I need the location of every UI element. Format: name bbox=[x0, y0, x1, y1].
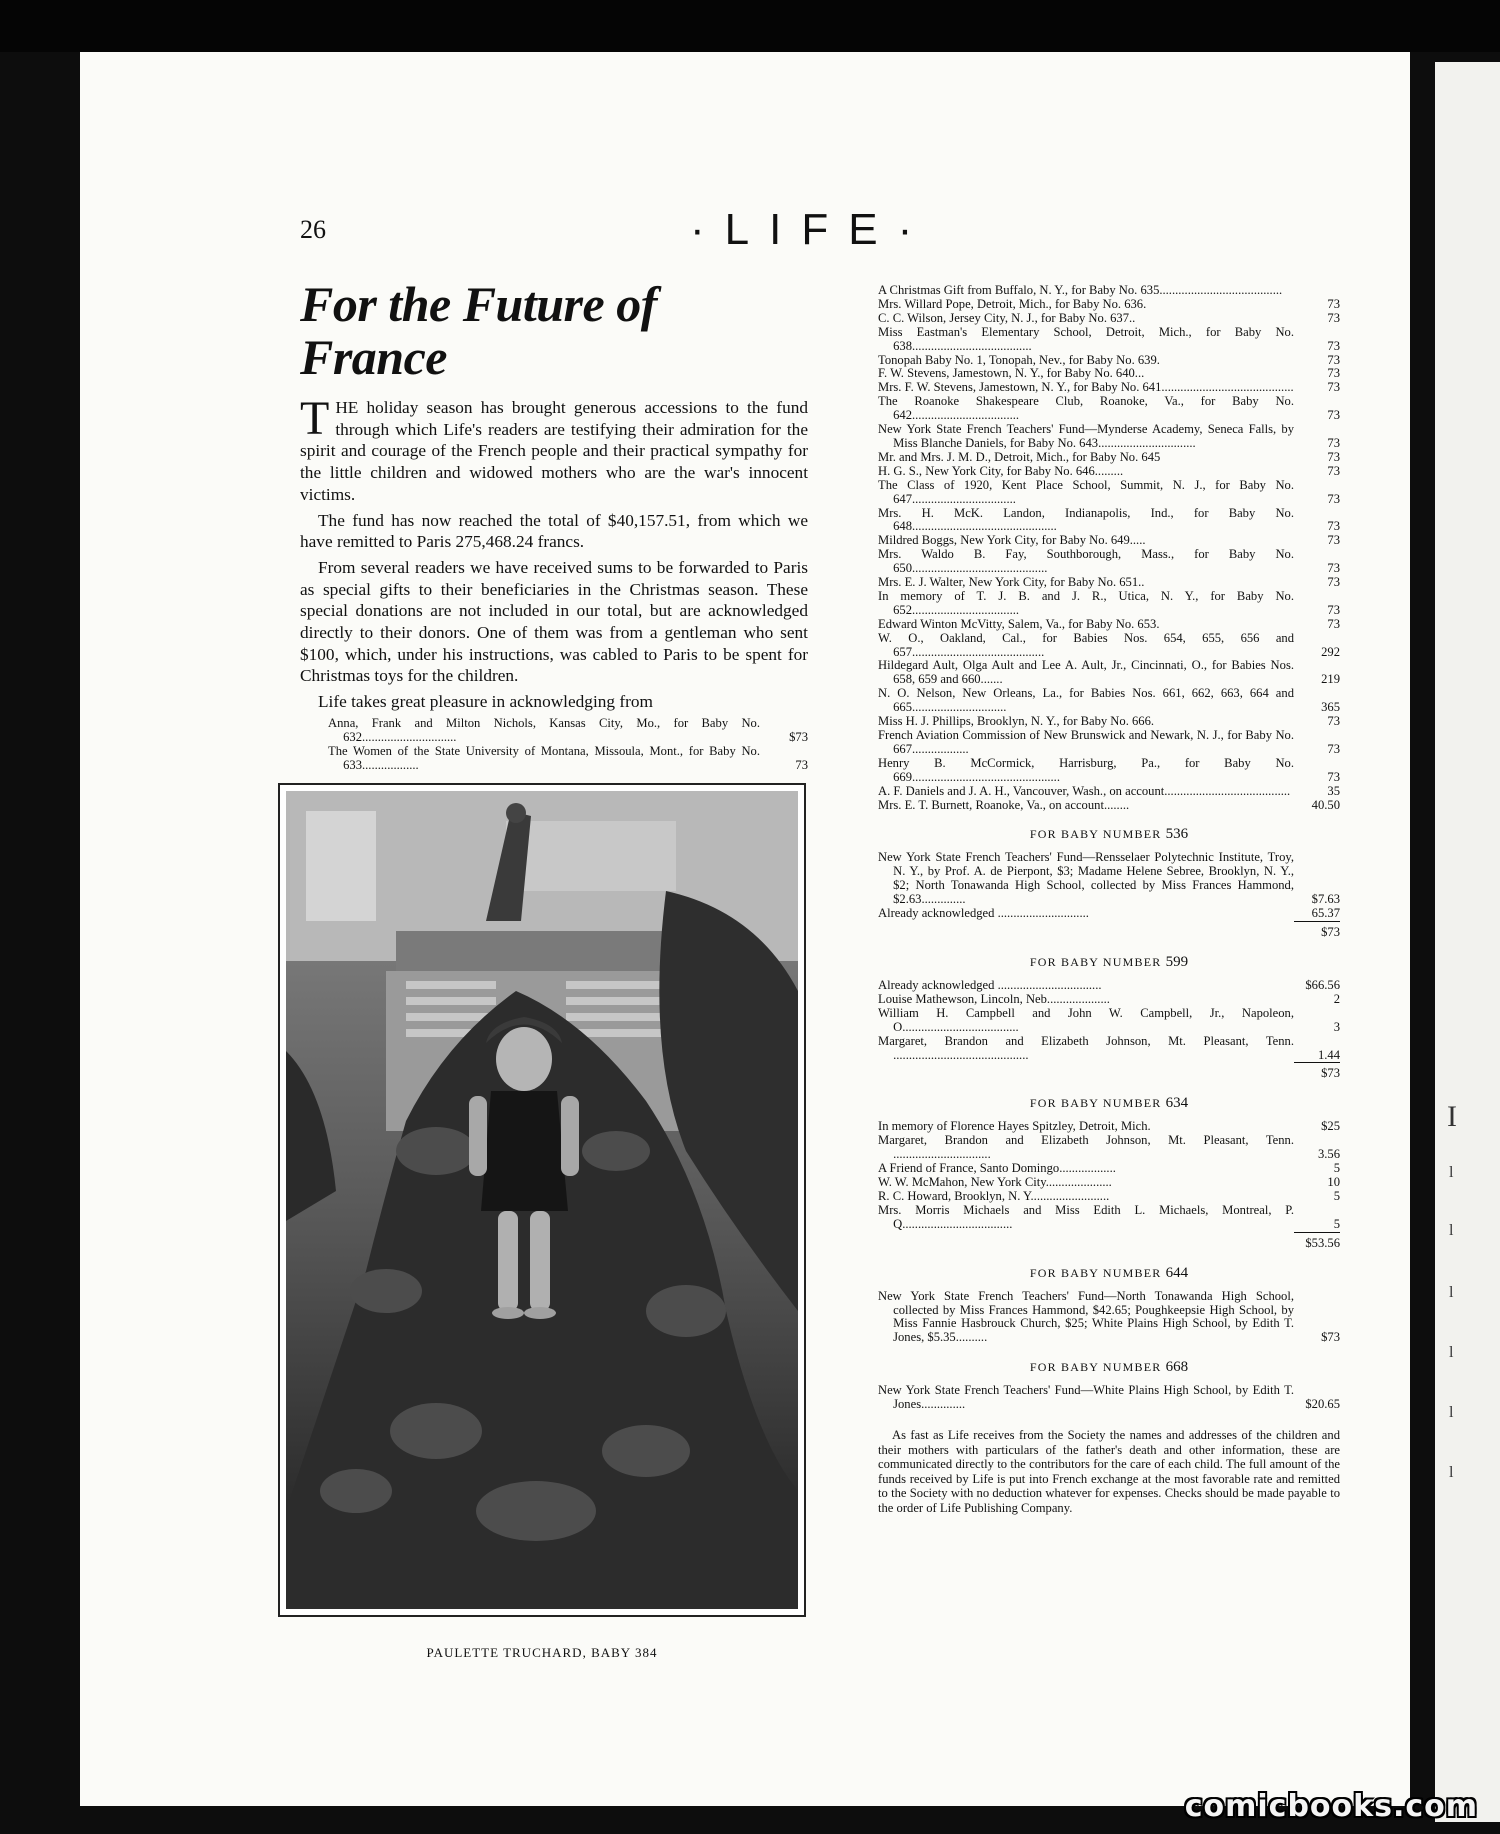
entry-amount: 73 bbox=[1327, 380, 1340, 395]
entry-amount: 73 bbox=[1327, 533, 1340, 548]
entry-amount: 3.56 bbox=[1317, 1147, 1340, 1162]
entry-text: Hildegard Ault, Olga Ault and Lee A. Ault, Jr., Cincinnati, O., for Babies Nos. 658, 659 and 660....... bbox=[878, 658, 1294, 687]
baby-section-536 bbox=[878, 826, 1340, 940]
list-item bbox=[878, 659, 1340, 687]
drop-cap: T bbox=[300, 392, 330, 445]
section-heading: FOR BABY NUMBER 599 bbox=[1029, 953, 1189, 970]
entry-text: Margaret, Brandon and Elizabeth Johnson, Mt. Pleasant, Tenn. ........................................... bbox=[878, 1033, 1294, 1062]
section-total: $53.56 bbox=[1294, 1232, 1340, 1251]
section-entries bbox=[878, 979, 1340, 1062]
section-total: $73 bbox=[1294, 921, 1340, 940]
list-item bbox=[878, 312, 1340, 326]
entry-amount: 3 bbox=[1333, 1019, 1340, 1034]
baby-section-599 bbox=[878, 954, 1340, 1081]
entry-amount: 5 bbox=[1333, 1188, 1340, 1203]
entry-amount: 40.50 bbox=[1311, 797, 1340, 812]
section-heading: FOR BABY NUMBER 536 bbox=[1029, 826, 1189, 843]
list-item bbox=[878, 423, 1340, 451]
entry-text: A Christmas Gift from Buffalo, N. Y., for Baby No. 635....................................... bbox=[878, 283, 1283, 297]
footnote: As fast as Life receives from the Society the names and addresses of the children and their mothers with particulars of the father's death and other information, these are communicated directly to the contributors for the care of each child. The full amount of the funds received by Life is put into French exchange at the most favorable rate and remitted to the Society with no deduction whatever for expenses. Checks should be made payable to the order of Life Publishing Company. bbox=[878, 1428, 1340, 1516]
photo-frame bbox=[278, 783, 806, 1617]
list-item bbox=[878, 326, 1340, 354]
list-item bbox=[878, 1204, 1340, 1232]
list-item bbox=[878, 479, 1340, 507]
list-item bbox=[878, 618, 1340, 632]
entry-amount: 73 bbox=[1327, 338, 1340, 353]
entry-amount: 73 bbox=[1327, 602, 1340, 617]
entry-text: Mrs. E. J. Walter, New York City, for Baby No. 651.. bbox=[878, 575, 1145, 590]
entry-amount: 73 bbox=[1327, 769, 1340, 784]
paragraph-3: From several readers we have received sums to be forwarded to Paris as special gifts to their beneficiaries in the Christmas season. These special donations are not included in our total, but are acknowledged directly to their donors. One of them was from a gentleman who sent $100, which, under his instructions, was cabled to Paris to be spent for Christmas toys for the children. bbox=[300, 557, 808, 686]
list-item: The Women of the State University of Montana, Missoula, Mont., for Baby No. 633.................. 73 bbox=[328, 743, 808, 772]
entry-amount: 5 bbox=[1333, 1161, 1340, 1176]
entry-text: Mrs. F. W. Stevens, Jamestown, N. Y., for Baby No. 641.......................................... bbox=[878, 380, 1294, 395]
entry-amount: 73 bbox=[1327, 561, 1340, 576]
entry-amount: $7.63 bbox=[1311, 892, 1340, 907]
entry-amount: 73 bbox=[1327, 491, 1340, 506]
entry-text: New York State French Teachers' Fund—White Plains High School, by Edith T. Jones.............. bbox=[878, 1383, 1294, 1412]
list-item bbox=[878, 354, 1340, 368]
entry-text: New York State French Teachers' Fund—Rensselaer Polytechnic Institute, Troy, N. Y., by Prof. A. de Pierpont, $3; Madame Helene Sebree, Brooklyn, N. Y., $2; North Tonawanda High School, collected by Miss Frances Hammond, $2.63.............. bbox=[878, 850, 1294, 907]
list-item bbox=[878, 451, 1340, 465]
list-item bbox=[878, 851, 1340, 907]
section-entries bbox=[878, 851, 1340, 921]
entry-text: Mrs. H. McK. Landon, Indianapolis, Ind., for Baby No. 648.............................................. bbox=[878, 505, 1294, 534]
entry-text: N. O. Nelson, New Orleans, La., for Babies Nos. 661, 662, 663, 664 and 665.............................. bbox=[878, 686, 1294, 715]
paragraph-1: THE holiday season has brought generous accessions to the fund through which Life's readers are testifying their admiration for the spirit and courage of the French people and their practical sympathy for the little children and widowed mothers who are the war's innocent victims. bbox=[300, 392, 808, 504]
list-item: Anna, Frank and Milton Nichols, Kansas City, Mo., for Baby No. 632.............................. $73 bbox=[328, 715, 808, 744]
entry-amount: $66.56 bbox=[1305, 977, 1340, 992]
masthead: ·LIFE· bbox=[690, 205, 933, 254]
list-item bbox=[878, 979, 1340, 993]
list-item bbox=[878, 465, 1340, 479]
list-item bbox=[878, 1162, 1340, 1176]
entry-text: C. C. Wilson, Jersey City, N. J., for Baby No. 637.. bbox=[878, 310, 1136, 325]
entry-amount: 219 bbox=[1321, 672, 1340, 687]
entry-text: F. W. Stevens, Jamestown, N. Y., for Baby No. 640... bbox=[878, 366, 1145, 381]
entry-amount: $20.65 bbox=[1305, 1397, 1340, 1412]
list-item bbox=[878, 395, 1340, 423]
section-entries bbox=[878, 1120, 1340, 1231]
entry-amount: 73 bbox=[1327, 519, 1340, 534]
entry-text: Miss Eastman's Elementary School, Detroit, Mich., for Baby No. 638...................................... bbox=[878, 324, 1294, 353]
list-item bbox=[878, 548, 1340, 576]
section-total: $73 bbox=[1294, 1062, 1340, 1081]
list-item bbox=[878, 799, 1340, 813]
list-item bbox=[878, 785, 1340, 799]
entry-amount: 73 bbox=[1327, 310, 1340, 325]
list-item bbox=[878, 298, 1340, 312]
article-body bbox=[300, 392, 808, 713]
article-column bbox=[300, 278, 808, 772]
entry-text: In memory of Florence Hayes Spitzley, Detroit, Mich. bbox=[878, 1119, 1151, 1134]
list-item bbox=[878, 367, 1340, 381]
section-total-row bbox=[878, 1062, 1340, 1081]
entry-text: R. C. Howard, Brooklyn, N. Y......................... bbox=[878, 1188, 1110, 1203]
entry-text: New York State French Teachers' Fund—Mynderse Academy, Seneca Falls, by Miss Blanche Daniels, for Baby No. 643............................... bbox=[878, 422, 1294, 450]
list-item bbox=[878, 907, 1340, 921]
list-item bbox=[878, 1120, 1340, 1134]
entry-text: Tonopah Baby No. 1, Tonopah, Nev., for Baby No. 639. bbox=[878, 352, 1160, 367]
entry-amount: 73 bbox=[1327, 449, 1340, 464]
entry-text: W. O., Oakland, Cal., for Babies Nos. 654, 655, 656 and 657.......................................... bbox=[878, 630, 1294, 659]
entry-text: A. F. Daniels and J. A. H., Vancouver, Wash., on account........................................ bbox=[878, 783, 1291, 798]
donor-list bbox=[878, 284, 1340, 812]
list-item bbox=[878, 576, 1340, 590]
section-total-row bbox=[878, 1232, 1340, 1251]
list-item bbox=[878, 1384, 1340, 1412]
entry-text: W. W. McMahon, New York City..................... bbox=[878, 1175, 1112, 1190]
list-item bbox=[878, 757, 1340, 785]
page-number: 26 bbox=[300, 215, 326, 244]
list-item bbox=[878, 715, 1340, 729]
list-item bbox=[878, 381, 1340, 395]
child-photograph bbox=[286, 791, 798, 1609]
list-item bbox=[878, 1290, 1340, 1346]
section-entries bbox=[878, 1290, 1340, 1346]
list-item bbox=[878, 590, 1340, 618]
entry-text: Henry B. McCormick, Harrisburg, Pa., for Baby No. 669............................................... bbox=[878, 755, 1294, 784]
entry-text: Louise Mathewson, Lincoln, Neb.................... bbox=[878, 991, 1110, 1006]
entry-amount: $25 bbox=[1321, 1119, 1340, 1134]
entry-amount: $73 bbox=[1321, 1330, 1340, 1345]
entry-amount: 73 bbox=[1327, 575, 1340, 590]
entry-amount: 65.37 bbox=[1311, 906, 1340, 921]
entry-text: Mr. and Mrs. J. M. D., Detroit, Mich., for Baby No. 645 bbox=[878, 449, 1161, 464]
list-item bbox=[878, 632, 1340, 660]
scan-top-border bbox=[0, 0, 1500, 52]
list-item bbox=[878, 1176, 1340, 1190]
entry-amount: 35 bbox=[1327, 783, 1340, 798]
list-item bbox=[878, 1190, 1340, 1204]
entry-amount: 5 bbox=[1333, 1216, 1340, 1231]
entry-amount: 73 bbox=[1327, 366, 1340, 381]
baby-section-644 bbox=[878, 1265, 1340, 1346]
entry-amount: 73 bbox=[1327, 463, 1340, 478]
entry-text: French Aviation Commission of New Brunswick and Newark, N. J., for Baby No. 667.................. bbox=[878, 728, 1294, 756]
entry-text: Already acknowledged ............................. bbox=[878, 906, 1089, 921]
entry-text: The Class of 1920, Kent Place School, Summit, N. J., for Baby No. 647................................. bbox=[878, 477, 1294, 506]
entry-amount: 2 bbox=[1333, 991, 1340, 1006]
entry-text: Mrs. Willard Pope, Detroit, Mich., for Baby No. 636. bbox=[878, 296, 1147, 311]
baby-section-668 bbox=[878, 1359, 1340, 1412]
section-heading: FOR BABY NUMBER 644 bbox=[1029, 1264, 1189, 1281]
entry-text: Mrs. E. T. Burnett, Roanoke, Va., on account........ bbox=[878, 797, 1130, 812]
paragraph-2: The fund has now reached the total of $40,157.51, from which we have remitted to Paris 275,468.24 francs. bbox=[300, 510, 808, 552]
entry-text: Mildred Boggs, New York City, for Baby No. 649..... bbox=[878, 533, 1146, 548]
entry-text: A Friend of France, Santo Domingo.................. bbox=[878, 1161, 1116, 1176]
watermark-logo: comicbooks.com bbox=[1184, 1789, 1478, 1824]
entry-amount: 73 bbox=[1327, 352, 1340, 367]
list-item bbox=[878, 687, 1340, 715]
section-heading: FOR BABY NUMBER 634 bbox=[1029, 1095, 1189, 1112]
entry-text: Already acknowledged ................................. bbox=[878, 977, 1102, 992]
entry-text: Miss H. J. Phillips, Brooklyn, N. Y., for Baby No. 666. bbox=[878, 714, 1155, 729]
entry-text: H. G. S., New York City, for Baby No. 646......... bbox=[878, 463, 1124, 478]
section-total-row bbox=[878, 921, 1340, 940]
entry-amount: 73 bbox=[1327, 408, 1340, 423]
entry-amount: 10 bbox=[1327, 1175, 1340, 1190]
entry-amount: 73 bbox=[1327, 616, 1340, 631]
photo-caption: PAULETTE TRUCHARD, BABY 384 bbox=[426, 1645, 658, 1660]
acknowledge-intro: Life takes great pleasure in acknowledging from bbox=[318, 692, 653, 712]
baby-number-sections bbox=[878, 826, 1340, 1412]
list-item bbox=[878, 534, 1340, 548]
entry-amount: 292 bbox=[1321, 644, 1340, 659]
entry-amount: 73 bbox=[1327, 741, 1340, 756]
entry-text: In memory of T. J. B. and J. R., Utica, N. Y., for Baby No. 652.................................. bbox=[878, 588, 1294, 617]
entry-amount: 73 bbox=[1327, 296, 1340, 311]
list-item bbox=[878, 507, 1340, 535]
article-title: For the Future of France bbox=[300, 276, 657, 385]
list-item bbox=[878, 1134, 1340, 1162]
entry-amount: 365 bbox=[1321, 700, 1340, 715]
entry-amount: 73 bbox=[1327, 435, 1340, 450]
adjacent-page-edge: I l l l l l l bbox=[1435, 62, 1500, 1822]
list-item bbox=[878, 993, 1340, 1007]
entry-text: Edward Winton McVitty, Salem, Va., for Baby No. 653. bbox=[878, 616, 1160, 631]
entry-text: Mrs. Waldo B. Fay, Southborough, Mass., for Baby No. 650........................................... bbox=[878, 547, 1294, 576]
entry-text: New York State French Teachers' Fund—North Tonawanda High School, collected by Miss Frances Hammond, $42.65; Poughkeepsie High School, by Miss Fannie Hasbrouck Church, $25; White Plains High School, by Edith T. Jones, $5.35.......... bbox=[878, 1288, 1294, 1345]
baby-section-634 bbox=[878, 1095, 1340, 1250]
section-entries bbox=[878, 1384, 1340, 1412]
entry-text: Mrs. Morris Michaels and Miss Edith L. Michaels, Montreal, P. Q................................... bbox=[878, 1202, 1294, 1231]
list-item bbox=[878, 729, 1340, 757]
donor-list-column bbox=[878, 284, 1340, 1528]
entry-text: Margaret, Brandon and Elizabeth Johnson, Mt. Pleasant, Tenn. ............................... bbox=[878, 1133, 1294, 1162]
list-item bbox=[878, 1007, 1340, 1035]
left-donor-list bbox=[300, 717, 808, 773]
list-item bbox=[878, 284, 1340, 298]
entry-amount: 73 bbox=[1327, 714, 1340, 729]
entry-text: The Roanoke Shakespeare Club, Roanoke, Va., for Baby No. 642.................................. bbox=[878, 394, 1294, 423]
entry-amount: 1.44 bbox=[1317, 1047, 1340, 1062]
entry-text: William H. Campbell and John W. Campbell, Jr., Napoleon, O..................................... bbox=[878, 1005, 1294, 1034]
section-heading: FOR BABY NUMBER 668 bbox=[1029, 1359, 1189, 1376]
list-item bbox=[878, 1035, 1340, 1063]
